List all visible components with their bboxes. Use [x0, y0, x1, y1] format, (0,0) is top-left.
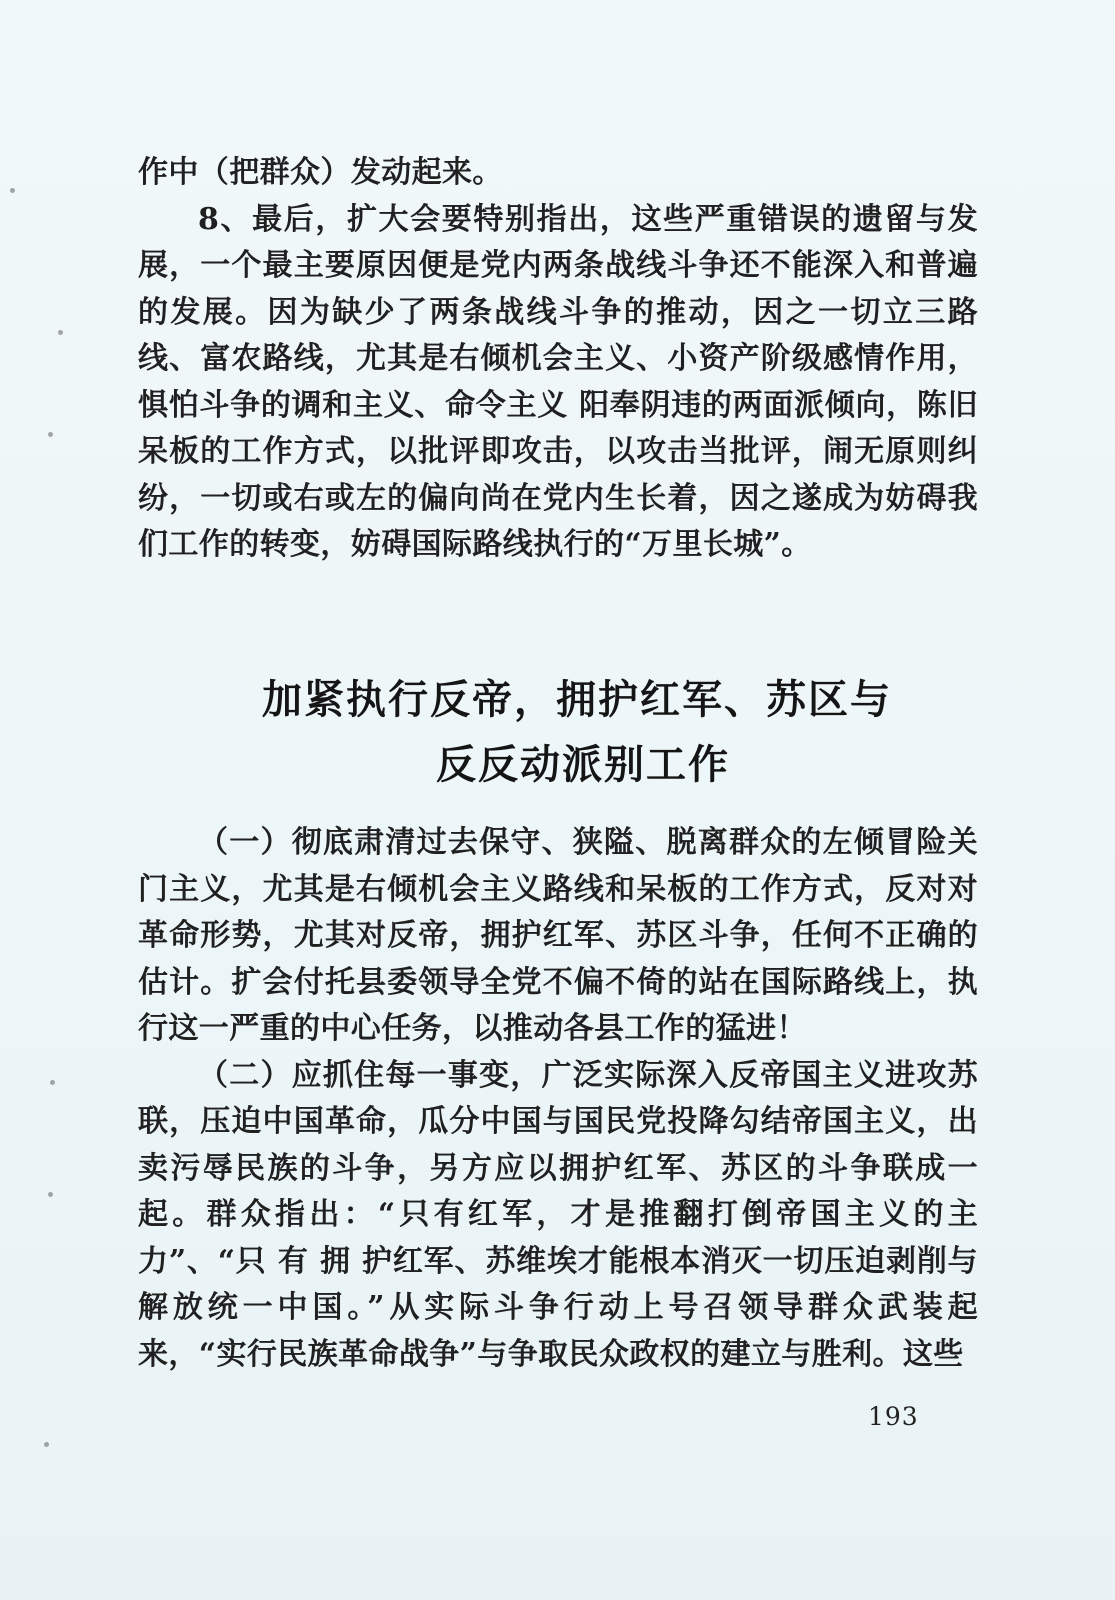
page-number: 193	[868, 1402, 919, 1431]
body-text-top	[138, 150, 978, 569]
section-heading-line-1: 加紧执行反帝，拥护红军、苏区与	[262, 677, 892, 723]
speck	[10, 188, 15, 193]
speck	[48, 1192, 53, 1197]
paragraph: （一）彻底肃清过去保守、狭隘、脱离群众的左倾冒险关门主义，尤其是右倾机会主义路线和呆板的工作方式，反对对革命形势，尤其对反帝，拥护红军、苏区斗争，任何不正确的估计。扩会付托县委领导全党不偏不倚的站在国际路线上，执行这一严重的中心任务，以推动各县工作的猛进！	[138, 825, 978, 1046]
paragraph: （二）应抓住每一事变，广泛实际深入反帝国主义进攻苏联，压迫中国革命，瓜分中国与国民党投降勾结帝国主义，出卖污辱民族的斗争，另方应以拥护红军、苏区的斗争联成一起。群众指出：“只有红军，才是推翻打倒帝国主义的主力”、“只 有 拥 护红军、苏维埃才能根本消灭一切压迫剥削与解放统一中国。”从实际斗争行动上号召领导群众武装起来，“实行民族革命战争”与争取民众政权的建立与胜利。这些	[138, 1057, 978, 1372]
speck	[58, 330, 63, 335]
paragraph: 8、最后，扩大会要特别指出，这些严重错误的遗留与发展，一个最主要原因便是党内两条战线斗争还不能深入和普遍的发展。因为缺少了两条战线斗争的推动，因之一切立三路线、富农路线，尤其是右倾机会主义、小资产阶级感情作用，惧怕斗争的调和主义、命令主义 阳奉阴违的两面派倾向，陈旧呆板的工作方式，以批评即攻击，以攻击当批评，闹无原则纠纷，一切或右或左的偏向尚在党内生长着，因之遂成为妨碍我们工作的转变，妨碍国际路线执行的“万里长城”。	[138, 201, 978, 562]
section-heading-line-2: 反反动派别工作	[436, 742, 730, 788]
speck	[50, 1080, 55, 1085]
speck	[44, 1442, 49, 1447]
paragraph: 作中（把群众）发动起来。	[138, 155, 503, 190]
speck	[48, 432, 53, 437]
body-text-bottom	[138, 820, 978, 1378]
